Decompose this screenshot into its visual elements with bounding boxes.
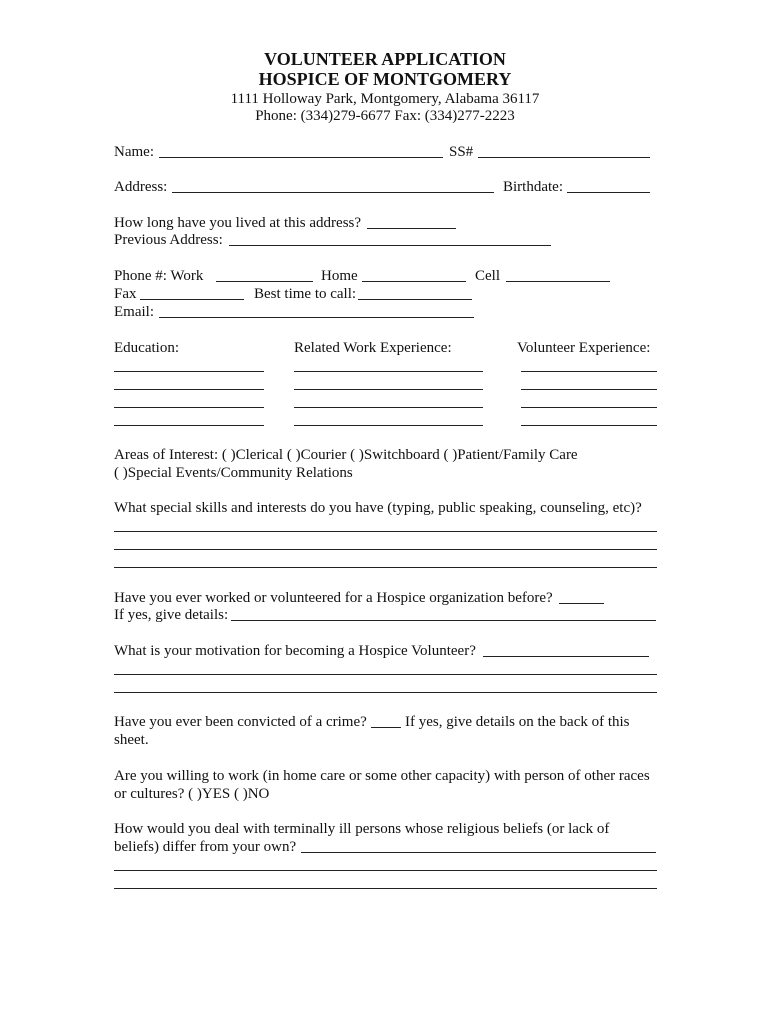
best-time-field[interactable] [358,299,472,300]
organization-contact: Phone: (334)279-6677 Fax: (334)277-2223 [255,108,515,124]
crime-answer[interactable] [371,727,401,728]
volunteer-experience-line[interactable] [521,425,657,426]
terminal-ill-answer-line[interactable] [114,870,657,871]
fax-field[interactable] [140,299,244,300]
hospice-before-answer[interactable] [559,603,604,604]
related-work-line[interactable] [294,371,483,372]
education-line[interactable] [114,425,264,426]
terminal-ill-question: How would you deal with terminally ill persons whose religious beliefs (or lack of [114,821,610,837]
volunteer-experience-line[interactable] [521,371,657,372]
crime-details-instruction: If yes, give details on the back of this [405,714,630,730]
phone-work-label: Phone #: Work [114,268,204,284]
motivation-answer-line[interactable] [114,674,657,675]
hospice-details-label: If yes, give details: [114,607,229,623]
organization-name: HOSPICE OF MONTGOMERY [258,69,512,89]
ss-field[interactable] [478,157,650,158]
skills-question: What special skills and interests do you have (typing, public speaking, counseling, etc)? [114,500,642,516]
related-work-line[interactable] [294,425,483,426]
education-line[interactable] [114,371,264,372]
other-races-question: Are you willing to work (in home care or some other capacity) with person of other races [114,768,650,784]
name-field[interactable] [159,157,443,158]
organization-address: 1111 Holloway Park, Montgomery, Alabama 36117 [230,91,540,107]
skills-answer-line[interactable] [114,531,657,532]
how-long-field[interactable] [367,228,456,229]
birthdate-label: Birthdate: [503,179,563,195]
cell-label: Cell [475,268,500,284]
terminal-ill-answer-line[interactable] [114,888,657,889]
home-phone-field[interactable] [362,281,466,282]
previous-address-field[interactable] [229,245,551,246]
areas-of-interest: Areas of Interest: ( )Clerical ( )Courier ( )Switchboard ( )Patient/Family Care [114,447,578,463]
volunteer-experience-line[interactable] [521,407,657,408]
hospice-details-field[interactable] [231,620,656,621]
address-field[interactable] [172,192,494,193]
volunteer-experience-line[interactable] [521,389,657,390]
home-label: Home [321,268,358,284]
phone-work-field[interactable] [216,281,313,282]
education-label: Education: [114,340,179,356]
birthdate-field[interactable] [567,192,650,193]
email-label: Email: [114,304,154,320]
motivation-question: What is your motivation for becoming a Hospice Volunteer? [114,643,476,659]
education-line[interactable] [114,389,264,390]
related-work-line[interactable] [294,389,483,390]
how-long-label: How long have you lived at this address? [114,215,362,231]
email-field[interactable] [159,317,474,318]
fax-label: Fax [114,286,137,302]
ss-label: SS# [449,144,474,160]
related-work-line[interactable] [294,407,483,408]
motivation-answer-line[interactable] [114,692,657,693]
form-title: VOLUNTEER APPLICATION [264,49,506,69]
motivation-answer-line[interactable] [483,656,649,657]
terminal-ill-question-continued: beliefs) differ from your own? [114,839,297,855]
terminal-ill-answer-line[interactable] [301,852,656,853]
areas-of-interest-continued: ( )Special Events/Community Relations [114,465,353,481]
related-work-label: Related Work Experience: [294,340,452,356]
hospice-before-question: Have you ever worked or volunteered for a Hospice organization before? [114,590,553,606]
volunteer-experience-label: Volunteer Experience: [517,340,651,356]
previous-address-label: Previous Address: [114,232,223,248]
skills-answer-line[interactable] [114,567,657,568]
name-label: Name: [114,144,154,160]
other-races-options: or cultures? ( )YES ( )NO [114,786,270,802]
crime-question: Have you ever been convicted of a crime? [114,714,367,730]
education-line[interactable] [114,407,264,408]
address-label: Address: [114,179,168,195]
cell-phone-field[interactable] [506,281,610,282]
best-time-label: Best time to call: [254,286,357,302]
skills-answer-line[interactable] [114,549,657,550]
crime-details-instruction-continued: sheet. [114,732,149,748]
